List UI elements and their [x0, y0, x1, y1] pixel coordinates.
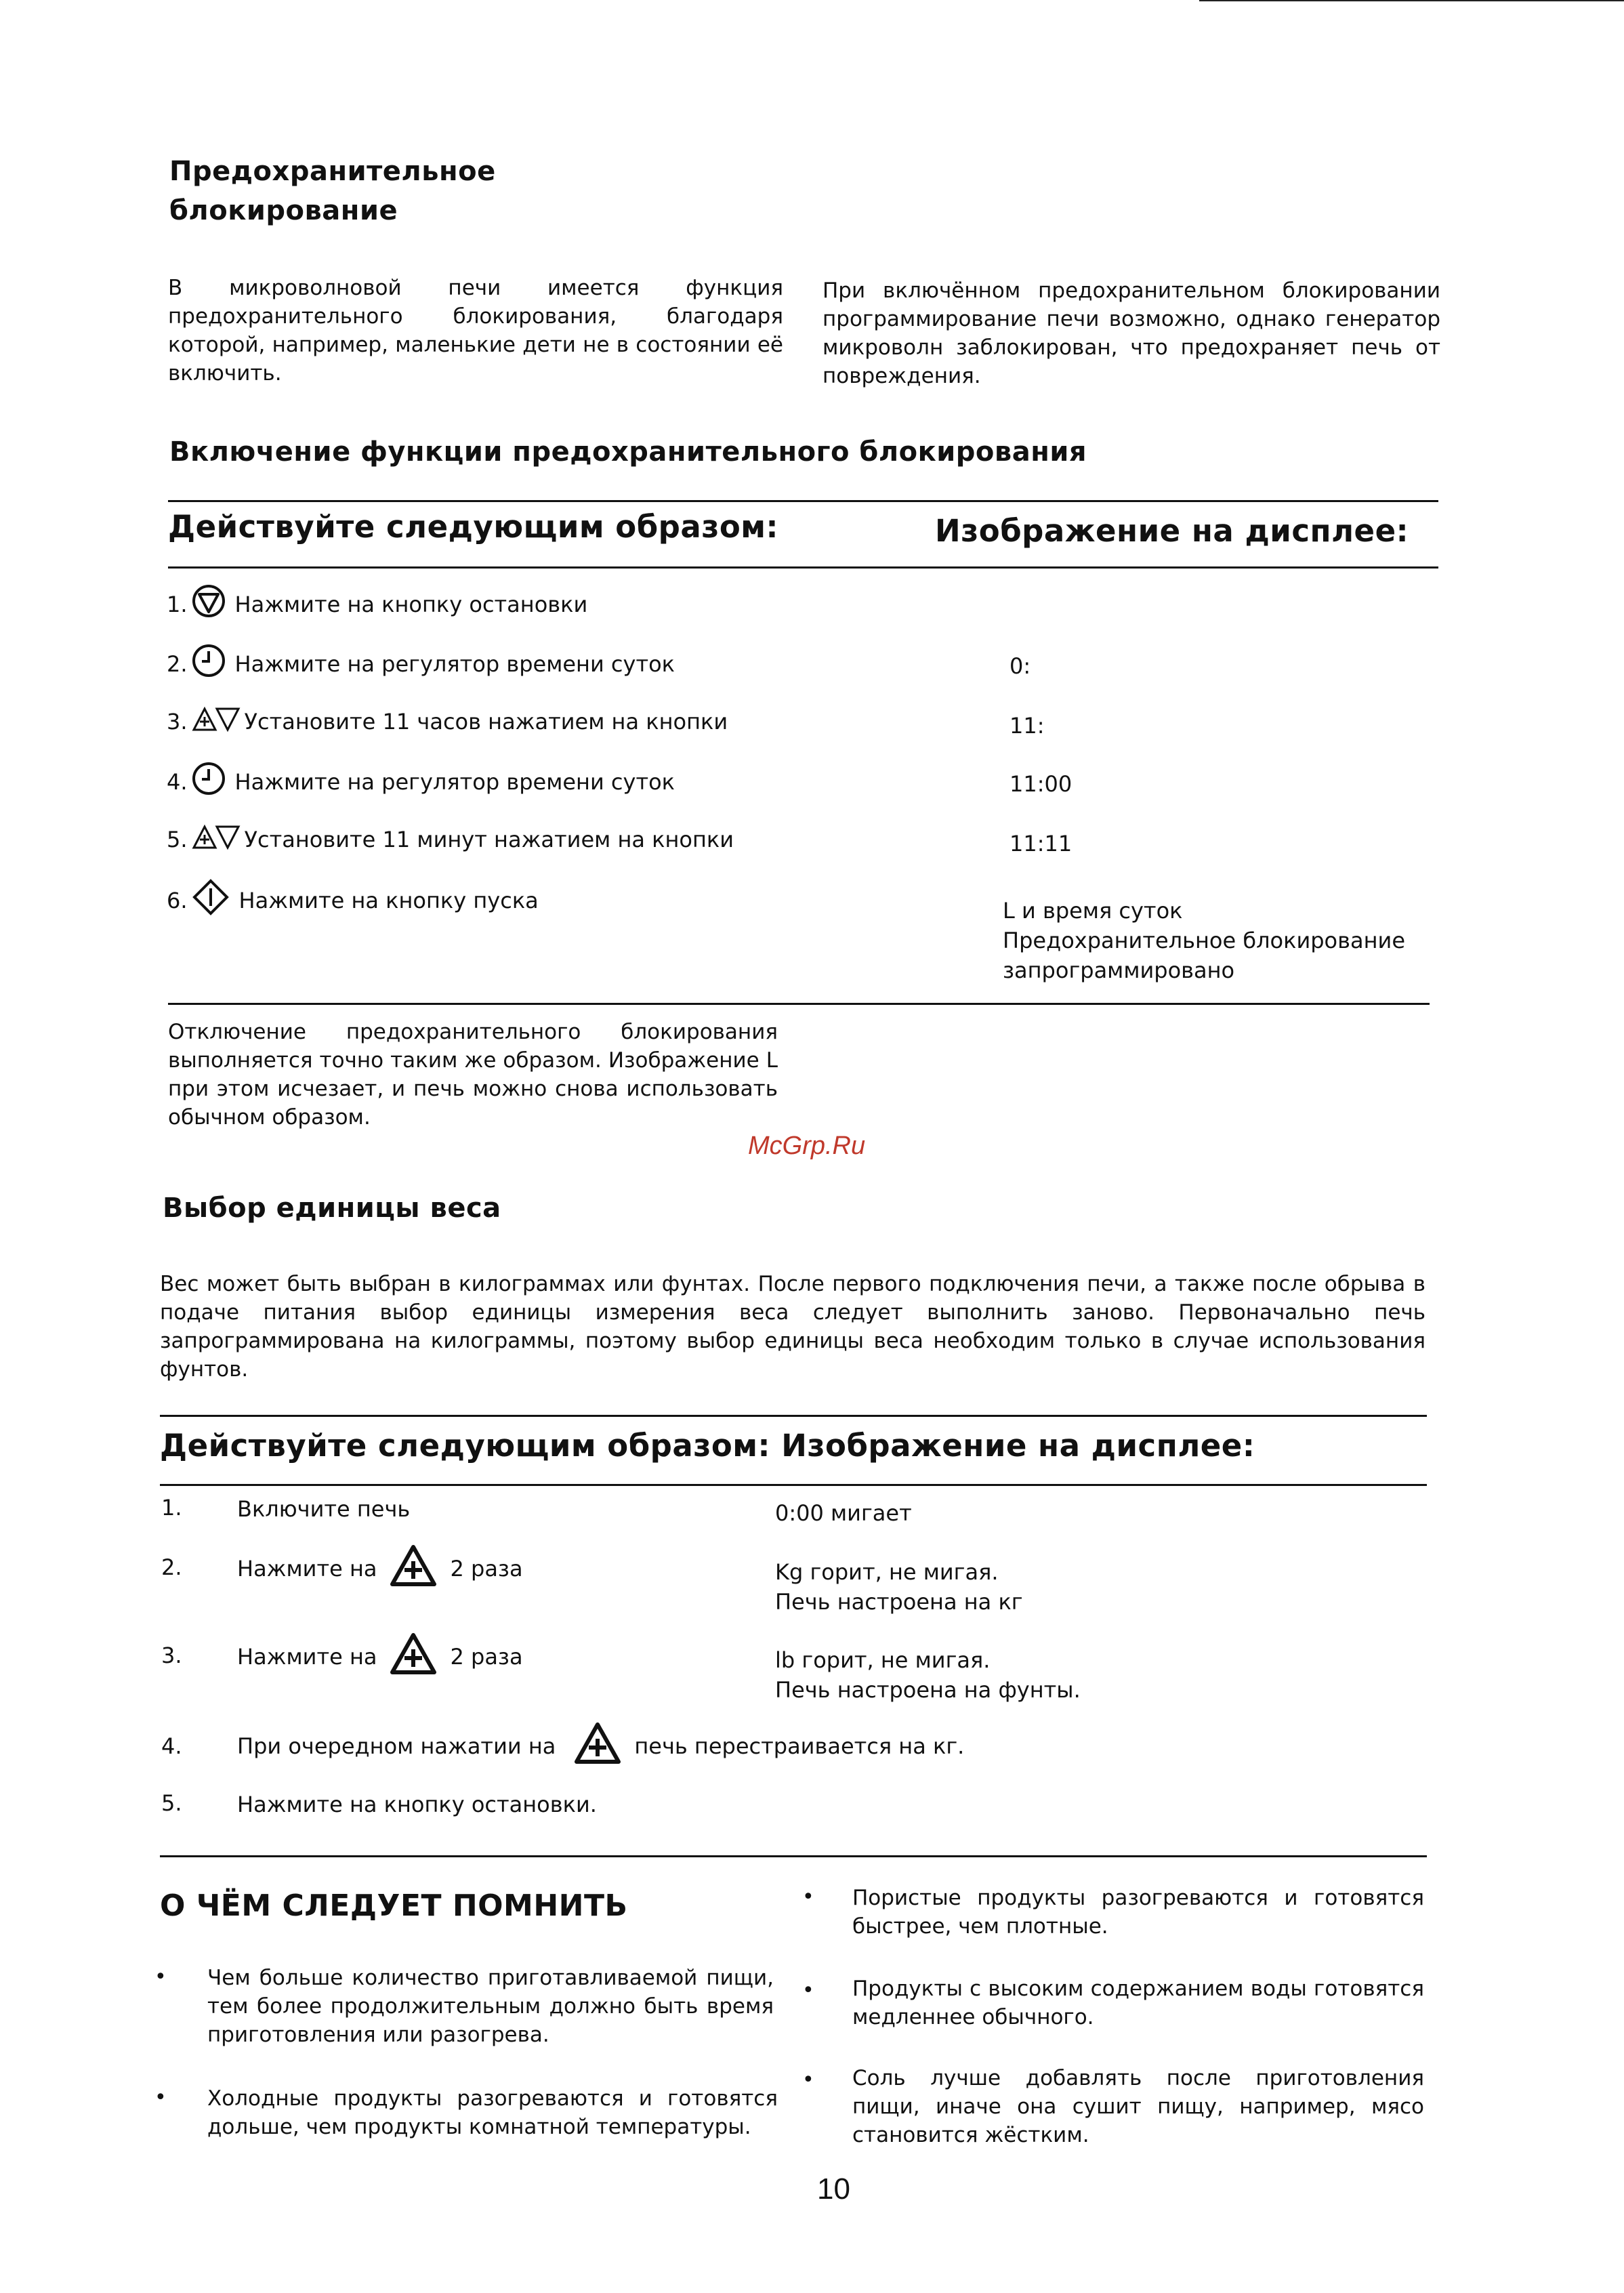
section-title-lock — [169, 152, 496, 230]
clock-icon — [192, 762, 226, 802]
step-text: Установите 11 минут нажатием на кнопки — [244, 827, 734, 852]
lock-disable-note: Отключение предохранительного блокирования выполняется точно таким же образом. Изображение L при этом исчезает, и печь можно снова использовать обычном образом. — [168, 1020, 778, 1130]
lock-table-top-rule — [168, 500, 1438, 502]
lock-intro-left: В микроволновой печи имеется функция предохранительного блокирования, благодаря которой, например, маленькие дети не в состоянии её включить. — [168, 276, 783, 386]
plus-button-icon — [573, 1721, 622, 1771]
lock-intro-right: При включённом предохранительном блокировании программирование печи возможно, однако генератор микроволн заблокирован, что предохраняет печь от повреждения. — [823, 278, 1440, 388]
bullet-dot: • — [802, 2068, 814, 2092]
page-number: 10 — [817, 2172, 850, 2206]
step-text-before: Нажмите на — [237, 1644, 377, 1670]
bullet-dot: • — [154, 1965, 167, 1989]
step-number: 2. — [167, 651, 188, 677]
step-text: Установите 11 часов нажатием на кнопки — [244, 709, 728, 735]
weight-step-1-display: 0:00 мигает — [775, 1500, 912, 1526]
lock-display-6-line1: L и время суток — [1003, 898, 1183, 924]
lock-step-2 — [167, 644, 675, 684]
lock-display-5: 11:11 — [1009, 831, 1073, 856]
lock-display-2: 0: — [1009, 653, 1031, 679]
weight-step-5-text: Нажмите на кнопку остановки. — [237, 1792, 597, 1817]
step-text: Нажмите на кнопку пуска — [238, 888, 539, 913]
weight-step-1-number: 1. — [161, 1495, 182, 1521]
weight-step-4-number: 4. — [161, 1733, 182, 1759]
lock-display-6-line2: Предохранительное блокирование — [1003, 928, 1405, 953]
weight-step-2-display-line2: Печь настроена на кг — [775, 1589, 1023, 1615]
step-text-after: печь перестраивается на кг. — [634, 1733, 965, 1759]
weight-step-3-display — [775, 1645, 1081, 1705]
plus-button-icon — [389, 1544, 438, 1594]
remember-title: О ЧЁМ СЛЕДУЕТ ПОМНИТЬ — [160, 1888, 628, 1923]
weight-table-top-rule — [160, 1415, 1427, 1417]
weight-table-bottom-rule — [160, 1855, 1427, 1857]
remember-right-item-3: Соль лучше добавлять после приготовления пищи, иначе она сушит пищу, например, мясо становится жёстким. — [852, 2066, 1424, 2147]
lock-table-bottom-rule — [168, 1003, 1430, 1005]
weight-step-3-display-line2: Печь настроена на фунты. — [775, 1677, 1081, 1703]
start-icon — [192, 878, 230, 923]
bullet-dot: • — [154, 2086, 167, 2109]
plus-minus-icon — [192, 823, 241, 856]
lock-display-6-line3: запрограммировано — [1003, 957, 1235, 983]
lock-step-4 — [167, 762, 675, 802]
weight-step-2-number: 2. — [161, 1554, 182, 1580]
step-text: Нажмите на регулятор времени суток — [234, 769, 675, 795]
weight-intro: Вес может быть выбран в килограммах или фунтах. После первого подключения печи, а также после обрыва в подаче питания выбор единицы измерения веса следует выполнить заново. Первоначально печь запрограммирована на килограммы, поэтому выбор единицы веса необходим только в случае использования фунтов. — [160, 1272, 1425, 1382]
lock-display-4: 11:00 — [1009, 771, 1073, 797]
lock-col-action: Действуйте следующим образом: — [168, 509, 779, 545]
stop-icon — [192, 584, 226, 625]
step-text: Нажмите на кнопку остановки — [234, 592, 588, 617]
lock-step-1 — [167, 584, 587, 625]
step-text-after: 2 раза — [450, 1644, 523, 1670]
plus-minus-icon — [192, 705, 241, 739]
remember-left-item-2: Холодные продукты разогреваются и готовятся дольше, чем продукты комнатной температуры. — [207, 2086, 778, 2139]
remember-right-item-2: Продукты с высоким содержанием воды готовятся медленнее обычного. — [852, 1977, 1424, 2029]
step-text-after: 2 раза — [450, 1556, 523, 1582]
step-text-before: Нажмите на — [237, 1556, 377, 1582]
step-number: 3. — [167, 709, 188, 735]
lock-step-5 — [167, 823, 734, 856]
step-number: 5. — [167, 827, 188, 852]
weight-step-3-display-line1: lb горит, не мигая. — [775, 1647, 991, 1673]
weight-title: Выбор единицы веса — [163, 1193, 501, 1224]
weight-step-2 — [237, 1544, 523, 1594]
weight-step-2-display — [775, 1557, 1023, 1617]
bullet-dot: • — [802, 1979, 814, 2002]
step-number: 1. — [167, 592, 188, 617]
weight-step-4 — [237, 1721, 964, 1771]
remember-left-item-1: Чем больше количество приготавливаемой пищи, тем более продолжительным должно быть время приготовления или разогрева. — [207, 1966, 774, 2047]
section-title-lock-line1: Предохранительное — [169, 156, 496, 187]
scan-edge-line — [1199, 0, 1624, 1]
lock-display-6 — [1003, 896, 1405, 985]
weight-step-3 — [237, 1632, 523, 1682]
weight-header-rule — [160, 1484, 1427, 1486]
step-text-before: При очередном нажатии на — [237, 1733, 556, 1759]
weight-step-5-number: 5. — [161, 1790, 182, 1816]
weight-header: Действуйте следующим образом: Изображение на дисплее: — [160, 1428, 1255, 1464]
step-text: Нажмите на регулятор времени суток — [234, 651, 675, 677]
clock-icon — [192, 644, 226, 684]
remember-right-item-1: Пористые продукты разогреваются и готовятся быстрее, чем плотные. — [852, 1886, 1424, 1939]
weight-step-1-text: Включите печь — [237, 1496, 411, 1522]
lock-header-rule — [168, 566, 1438, 569]
lock-col-display: Изображение на дисплее: — [935, 513, 1409, 549]
lock-step-6 — [167, 878, 539, 923]
plus-button-icon — [389, 1632, 438, 1682]
weight-step-2-display-line1: Kg горит, не мигая. — [775, 1559, 999, 1585]
bullet-dot: • — [802, 1885, 814, 1909]
weight-step-3-number: 3. — [161, 1643, 182, 1668]
lock-subtitle: Включение функции предохранительного блокирования — [169, 436, 1087, 468]
lock-display-3: 11: — [1009, 713, 1045, 739]
step-number: 4. — [167, 769, 188, 795]
lock-step-3 — [167, 705, 728, 739]
section-title-lock-line2: блокирование — [169, 195, 398, 226]
step-number: 6. — [167, 888, 188, 913]
watermark: McGrp.Ru — [748, 1132, 866, 1160]
